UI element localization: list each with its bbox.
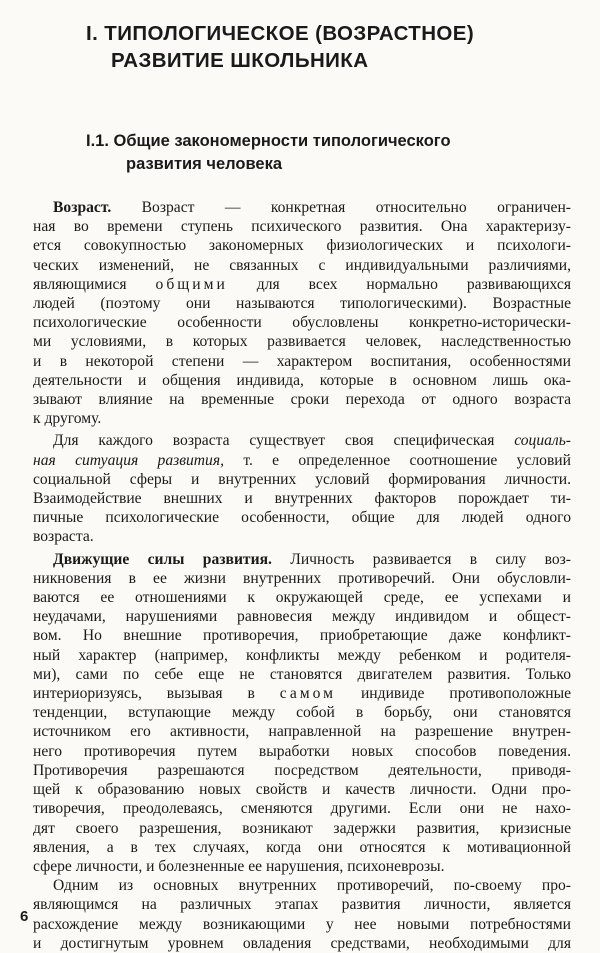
text-line: возраста. — [33, 528, 94, 546]
section-title — [86, 130, 451, 176]
italic-term: ная ситуация развития, — [33, 451, 225, 469]
text-line: ческих изменений, не связанных с индивидуальными различиями, — [33, 256, 571, 274]
paragraph-driving-forces — [33, 550, 571, 876]
text-line: сфере личности, и болезненные ее нарушения, психоневрозы. — [33, 857, 445, 875]
text-line: зывают влияние на временные сроки перехода от одного возраста — [33, 391, 571, 409]
text-line: Одним из основных внутренних противоречий, по-своему про- — [53, 877, 571, 895]
text-line: дят своего разрешения, возникают задержки развития, кризисные — [33, 819, 571, 837]
italic-term: социаль- — [514, 432, 571, 450]
page-number: 6 — [20, 908, 29, 925]
text-line: Противоречия разрешаются посредством деятельности, приводя- — [33, 761, 571, 779]
text-line: ваются ее отношениями к окружающей среде, ее успехами и — [33, 589, 571, 607]
text-line: тенденции, вступающие между собой в борьбу, они становятся — [33, 704, 571, 722]
text-line: ный характер (например, конфликты между ребенком и родителя- — [33, 646, 571, 664]
section-title-line-2: развития человека — [126, 155, 283, 173]
text-line: Движущие силы развития. Личность развивается в силу воз- — [53, 550, 571, 568]
text-line: к другому. — [33, 410, 102, 428]
body-text — [33, 198, 571, 953]
text-line: расхождение между возникающими у нее новыми потребностями — [33, 915, 571, 933]
text-line: ная во времени ступень психического развития. Она характеризу- — [33, 218, 571, 236]
text-line: щей к образованию новых свойств и качеств личности. Одни про- — [33, 781, 571, 799]
text-line: никновения в ее жизни внутренних противоречий. Они обусловли- — [33, 569, 571, 587]
text-line: людей (поэтому они называются типологическими). Возрастные — [33, 295, 571, 313]
text-line: психологические особенности обусловлены конкретно-историчeски- — [33, 314, 571, 332]
text-line: интериоризуясь, вызывая в самом индивиде противоположные — [33, 685, 571, 703]
text-line: неудачами, нарушениями равновесия между индивидом и общест- — [33, 608, 571, 626]
section-title-line-1: I.1. Общие закономерности типологического — [86, 132, 451, 150]
text-line: Взаимодействие внешних и внутренних факторов порождает ти- — [33, 490, 571, 508]
text-line: явления, а в тех случаях, когда они относятся к мотивационной — [33, 838, 571, 856]
spaced-word: общими — [155, 275, 228, 293]
text-line: него противоречия путем выработки новых способов поведения. — [33, 742, 571, 760]
text-line: тиворечия, преодолеваясь, сменяются другими. Если они не нахо- — [33, 800, 571, 818]
text-line: источником его активности, направленной на разрешение внутрен- — [33, 723, 571, 741]
term-driving-forces: Движущие силы развития. — [53, 550, 272, 568]
text-line: Для каждого возраста существует своя специфическая социаль- — [53, 432, 571, 450]
text-line: являющимся на различных этапах развития личности, является — [33, 896, 571, 914]
paragraph-age — [33, 198, 571, 428]
text-line: деятельности и общения индивида, которые в основном лишь ока- — [33, 371, 571, 389]
text-line: являющимися общими для всех нормально развивающихся — [33, 275, 571, 293]
chapter-title-line-1: I. ТИПОЛОГИЧЕСКОЕ (ВОЗРАСТНОЕ) — [86, 22, 475, 45]
term-age: Возраст. — [53, 199, 112, 216]
text-line: и в некоторой степени — характером воспитания, особенностями — [33, 352, 571, 370]
paragraph-contradictions — [33, 876, 571, 953]
spaced-word: самом — [279, 685, 337, 703]
text-line: и достигнутым уровнем овладения средствами, необходимыми для — [33, 934, 571, 952]
text-line: ется совокупностью закономерных физиологических и психологи- — [33, 237, 571, 255]
chapter-title-line-2: РАЗВИТИЕ ШКОЛЬНИКА — [111, 49, 369, 72]
text-line: социальной сферы и внутренних условий формирования личности. — [33, 470, 571, 488]
text-line: ми условиями, в которых развивается человек, наследственностью — [33, 333, 571, 351]
text-line: ная ситуация развития, т. е определенное соотношение условий — [33, 451, 572, 469]
text-line: ми), сами по себе еще не становятся двигателем развития. Только — [33, 665, 571, 683]
chapter-title — [86, 20, 474, 74]
text-line: пичные психологические особенности, общие для людей одного — [33, 509, 571, 527]
paragraph-social-situation — [33, 431, 571, 546]
text-line: вом. Но внешние противоречия, приобретающие даже конфликт- — [33, 627, 571, 645]
text-line: Возраст. Возраст — конкретная относительно ограничен- — [53, 199, 571, 216]
